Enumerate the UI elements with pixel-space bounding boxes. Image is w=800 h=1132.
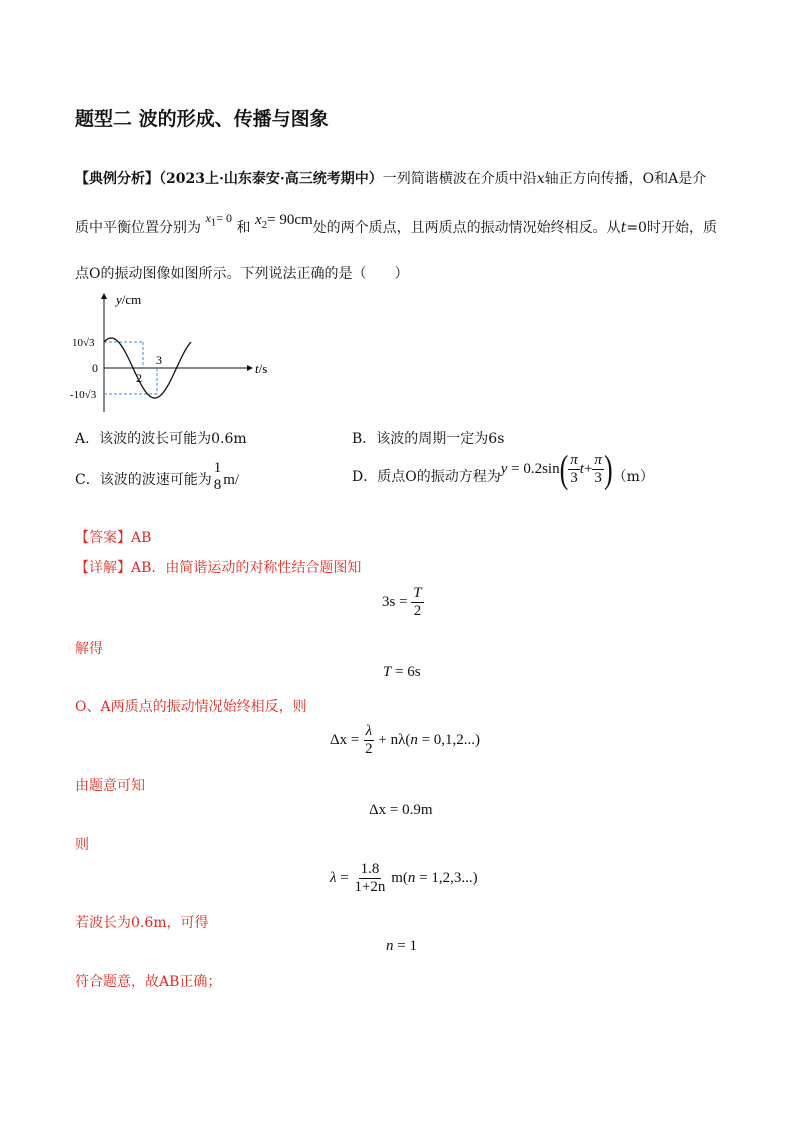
question-line-2 (75, 211, 717, 243)
option-a: A．该波的波长可能为0.6m (75, 431, 247, 447)
explain-head: 【详解】AB．由简谐运动的对称性结合题图知 (75, 560, 362, 576)
question-text-2a: 质中平衡位置分别为 (75, 220, 201, 236)
equation-2: T = 6s (383, 664, 421, 680)
question-line-1 (75, 169, 706, 189)
question-text-1b: 轴正方向传播，O和A是介 (544, 171, 707, 187)
question-text-and: 和 (236, 220, 251, 236)
equation-3: Δx = $\frac{\lambda}{2}$ + nλ(n = 0,1,2...) (330, 723, 481, 757)
example-tag: 【典例分析】 (75, 171, 159, 187)
option-d-text: D．质点O的振动方程为 (352, 468, 501, 485)
solve-label: 解得 (75, 641, 103, 657)
known-label: 由题意可知 (75, 778, 145, 794)
origin-label: 0 (92, 361, 98, 375)
answer: 【答案】AB (75, 530, 152, 546)
option-c (75, 460, 240, 497)
question-text-2t: t (620, 220, 627, 236)
equation-6: n = 1 (386, 938, 417, 954)
option-d-equation: y = 0.2sin( $\frac{\pi}{3}$ t+ $\frac{\pi}{3}$ ) (500, 447, 613, 491)
option-c-unit: m/ (223, 472, 240, 488)
tick-label-3: 3 (156, 353, 162, 367)
tick-label-2: 2 (136, 371, 142, 385)
question-text-2b: 处的两个质点，且两质点的振动情况始终相反。从 (312, 220, 621, 236)
question-text-1a: 一列简谐横波在介质中沿 (382, 171, 537, 187)
section-title: 题型二 波的形成、传播与图象 (75, 108, 329, 130)
option-c-fraction: 1 8 (213, 460, 222, 493)
conclusion: 符合题意，故AB正确； (75, 974, 222, 990)
x1-expression: $x_1= 0$ (205, 211, 233, 229)
question-source: （2023上·山东泰安·高三统考期中） (159, 171, 383, 187)
then-label: 则 (75, 837, 89, 853)
equation-4: Δx = 0.9m (369, 802, 433, 818)
question-text-2c: =0时开始，质 (626, 220, 717, 236)
option-d-unit: （m） (612, 468, 654, 485)
equation-1: 3s = $\frac{T}{2}$ (382, 585, 422, 619)
option-d (352, 447, 654, 495)
option-c-text: C．该波的波速可能为 (75, 472, 212, 488)
t-axis-label: t/s (255, 361, 268, 376)
wavelength-condition: 若波长为0.6m，可得 (75, 915, 209, 931)
y-axis-label: y/cm (116, 292, 142, 307)
tick-label-neg: -10√3 (70, 389, 97, 401)
option-b: B．该波的周期一定为6s (352, 431, 505, 447)
tick-label-pos: 10√3 (72, 337, 95, 349)
x2-expression: $x_2= 90cm$ (254, 212, 313, 231)
question-text-1x: x (536, 171, 545, 187)
question-line-3: 点O的振动图像如图所示。下列说法正确的是（ ） (75, 266, 409, 282)
vibration-graph (70, 288, 270, 418)
equation-5: λ = $\frac{1.8}{1+2n}$ m(n = 1,2,3...) (330, 861, 478, 895)
opposite-statement: O、A两质点的振动情况始终相反，则 (75, 699, 307, 715)
